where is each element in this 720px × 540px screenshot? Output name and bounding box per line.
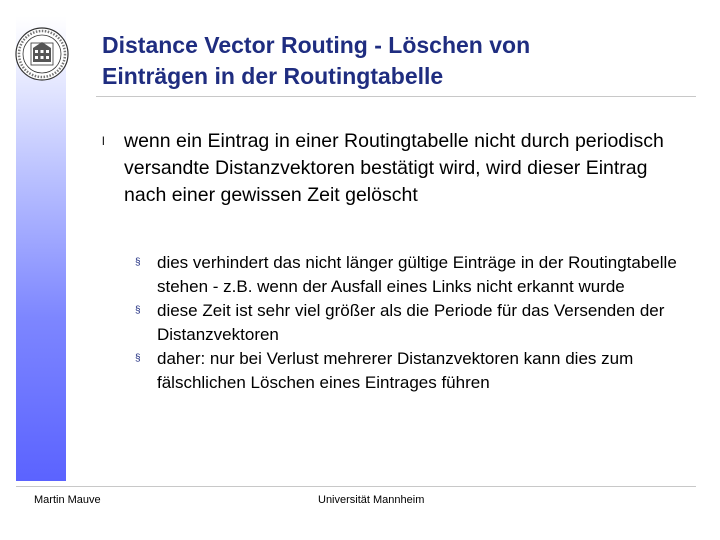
slide-title-line-2: Einträgen in der Routingtabelle xyxy=(102,63,444,89)
bullet-dot-icon: l xyxy=(102,134,105,148)
section-sign-icon: § xyxy=(135,305,141,316)
sub-bullet-text: dies verhindert das nicht länger gültige Einträge in der Routingtabelle stehen - z.B. wenn der Ausfall eines Links nicht erkannt wurde xyxy=(157,253,677,296)
main-bullet-text: wenn ein Eintrag in einer Routingtabelle nicht durch periodisch versandte Distanzvektoren bestätigt wird, wird dieser Eintrag nach einer gewissen Zeit gelöscht xyxy=(124,130,664,206)
footer-divider xyxy=(16,486,696,487)
footer-institution: Universität Mannheim xyxy=(318,494,425,506)
slide-title xyxy=(102,30,682,92)
sidebar-gradient-bar xyxy=(16,16,66,481)
title-divider xyxy=(96,96,696,97)
sub-bullet-text: diese Zeit ist sehr viel größer als die Periode für das Versenden der Distanzvektoren xyxy=(157,301,665,344)
sub-bullet-item xyxy=(135,251,700,299)
footer-author: Martin Mauve xyxy=(34,494,101,506)
slide-title-line-1: Distance Vector Routing - Löschen von xyxy=(102,32,531,58)
section-sign-icon: § xyxy=(135,257,141,268)
sub-bullet-item xyxy=(135,299,700,347)
sub-bullet-item xyxy=(135,347,700,395)
university-seal-icon xyxy=(14,26,70,82)
main-bullet xyxy=(102,128,702,209)
section-sign-icon: § xyxy=(135,353,141,364)
sub-bullet-list xyxy=(135,251,700,395)
sub-bullet-text: daher: nur bei Verlust mehrerer Distanzvektoren kann dies zum fälschlichen Löschen eines Eintrages führen xyxy=(157,349,634,392)
